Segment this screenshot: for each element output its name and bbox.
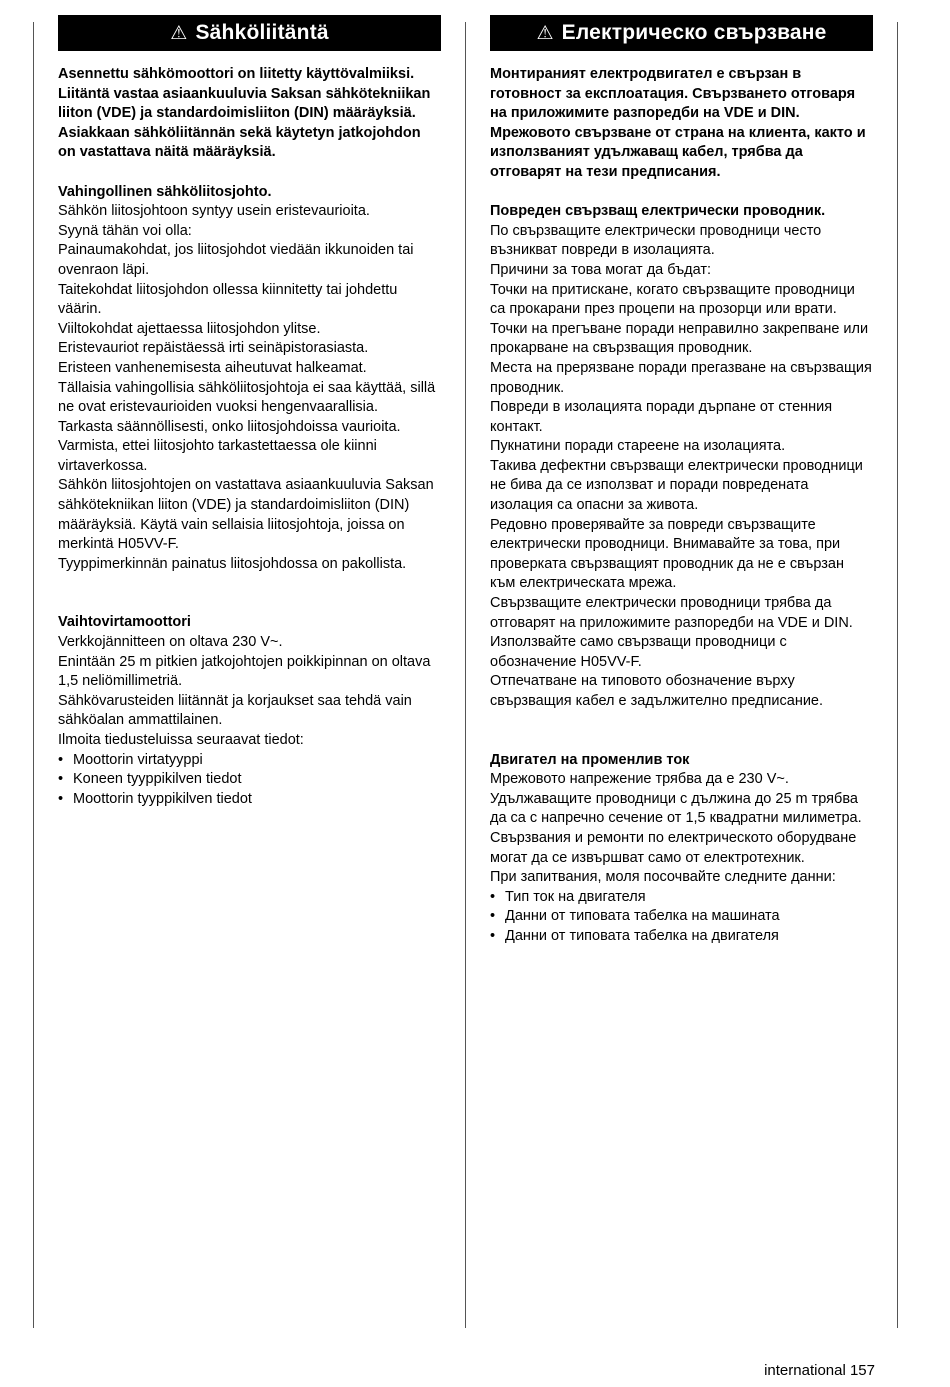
paragraph-line: Viiltokohdat ajettaessa liitosjohdon ylitse.	[58, 320, 321, 337]
list-item: • Koneen tyyppikilven tiedot	[58, 770, 441, 790]
paragraph-line: Свързвания и ремонти по електрическото оборудване могат да се извършват само от електротехник.	[490, 829, 857, 866]
list-item: • Moottorin virtatyyppi	[58, 751, 441, 771]
finnish-body	[58, 65, 441, 809]
paragraph-line: При запитвания, моля посочвайте следните данни:	[490, 869, 836, 886]
paragraph-line: Sähkön liitosjohtoon syntyy usein eristevaurioita.	[58, 203, 370, 220]
right-margin-rule	[897, 22, 898, 1328]
paragraph-line: Точки на притискане, когато свързващите проводници са прокарани през процепи на прозорци или врати.	[490, 281, 855, 318]
paragraph-line: Причини за това могат да бъдат:	[490, 261, 712, 278]
bulgarian-heading-damaged-cable: Повреден свързващ електрически проводник.	[490, 203, 826, 220]
paragraph-line: Sähkön liitosjohtojen on vastattava asiaankuuluvia Saksan sähkötekniikan liiton (VDE) ja standardoimisliiton (DIN) määräyksiä. Käytä vain sellaisia liitosjohtoja, joissa on merkintä H05VV-F.	[58, 477, 434, 553]
paragraph-line: Отпечатване на типовото обозначение върху свързващия кабел е задължително предписание.	[490, 673, 824, 709]
list-item: • Moottorin tyyppikilven tiedot	[58, 790, 441, 810]
paragraph-line: Такива дефектни свързващи електрически проводници не бива да се използват и поради повредената изолация са опасни за живота.	[490, 457, 863, 514]
finnish-section-header	[58, 15, 441, 51]
bulgarian-intro: Монтираният електродвигател е свързан в готовност за експлоатация. Свързването отговаря на приложимите разпоредби на VDE и DIN. Мрежовото свързване от страна на клиента, както и използваният удължаващ кабел, трябва да отговарят на тези предписания.	[490, 66, 866, 180]
paragraph-line: Tarkasta säännöllisesti, onko liitosjohdoissa vaurioita. Varmista, ettei liitosjohto tarkastettaessa ole kiinni virtaverkossa.	[58, 418, 401, 474]
finnish-section-ac-motor	[58, 613, 441, 809]
warning-triangle-icon: ⚠	[536, 22, 554, 44]
paragraph-line: Точки на прегъване поради неправилно закрепване или прокарване на свързващия проводник.	[490, 320, 869, 357]
paragraph-line: Eristevauriot repäistäessä irti seinäpistorasiasta.	[58, 340, 369, 357]
paragraph-line: Мрежовото напрежение трябва да е 230 V~.	[490, 771, 789, 788]
paragraph-line: Eristeen vanhenemisesta aiheutuvat halkeamat.	[58, 359, 367, 376]
finnish-heading-ac-motor: Vaihtovirtamoottori	[58, 614, 191, 631]
paragraph-line: Свързващите електрически проводници трябва да отговарят на приложимите разпоредби на VDE и DIN. Използвайте само свързващи проводници с обозначение H05VV-F.	[490, 595, 853, 670]
paragraph-line: Пукнатини поради стареене на изолацията.	[490, 438, 786, 455]
bulgarian-section-header	[490, 15, 873, 51]
paragraph-line: По свързващите електрически проводници често възникват повреди в изолацията.	[490, 222, 822, 259]
paragraph-line: Enintään 25 m pitkien jatkojohtojen poikkipinnan on oltava 1,5 neliömillimetriä.	[58, 653, 431, 690]
list-item: • Тип ток на двигателя	[490, 888, 873, 908]
left-margin-rule	[33, 22, 34, 1328]
paragraph-line: Taitekohdat liitosjohdon ollessa kiinnitetty tai johdettu väärin.	[58, 281, 398, 318]
bulgarian-bullet-list	[490, 888, 873, 947]
bulgarian-section-ac-motor	[490, 751, 873, 947]
finnish-column	[58, 15, 441, 848]
finnish-section-damaged-cable	[58, 183, 441, 575]
paragraph-line: Ilmoita tiedusteluissa seuraavat tiedot:	[58, 732, 304, 748]
paragraph-line: Места на прерязване поради прегазване на свързващия проводник.	[490, 359, 872, 396]
bulgarian-title: Електрическо свързване	[561, 21, 827, 44]
paragraph-line: Syynä tähän voi olla:	[58, 222, 192, 239]
paragraph-line: Удължаващите проводници с дължина до 25 m трябва да са с напречно сечение от 1,5 квадратни милиметра.	[490, 790, 862, 827]
finnish-heading-damaged-cable: Vahingollinen sähköliitosjohto.	[58, 183, 272, 200]
paragraph-line: Tyyppimerkinnän painatus liitosjohdossa on pakollista.	[58, 555, 407, 572]
paragraph-line: Painaumakohdat, jos liitosjohdot viedään ikkunoiden tai ovenraon läpi.	[58, 242, 414, 278]
paragraph-line: Повреди в изолацията поради дърпане от стенния контакт.	[490, 399, 833, 435]
paragraph-line: Редовно проверявайте за повреди свързващите електрически проводници. Внимавайте за това, при проверката свързващият проводник да не е свързан към електрическата мрежа.	[490, 516, 844, 592]
finnish-bullet-list	[58, 751, 441, 810]
list-item: • Данни от типовата табелка на машината	[490, 907, 873, 927]
bulgarian-heading-ac-motor: Двигател на променлив ток	[490, 751, 690, 768]
paragraph-line: Tällaisia vahingollisia sähköliitosjohtoja ei saa käyttää, sillä ne ovat eristevaurioiden vuoksi hengenvaarallisia.	[58, 379, 436, 416]
paragraph-line: Verkkojännitteen on oltava 230 V~.	[58, 634, 283, 651]
page-footer: international 157	[764, 1362, 875, 1379]
column-divider-rule	[465, 22, 466, 1328]
finnish-title: Sähköliitäntä	[195, 21, 329, 44]
bulgarian-column	[490, 15, 873, 986]
finnish-intro: Asennettu sähkömoottori on liitetty käyttövalmiiksi. Liitäntä vastaa asiaankuuluvia Saksan sähkötekniikan liiton (VDE) ja standardoimisliiton (DIN) määräyksiä. Asiakkaan sähköliitännän sekä käytetyn jatkojohdon on vastattava näitä määräyksiä.	[58, 66, 431, 161]
paragraph-line: Sähkövarusteiden liitännät ja korjaukset saa tehdä vain sähköalan ammattilainen.	[58, 692, 412, 729]
bulgarian-body	[490, 65, 873, 947]
warning-triangle-icon: ⚠	[170, 22, 188, 44]
bulgarian-section-damaged-cable	[490, 202, 873, 711]
list-item: • Данни от типовата табелка на двигателя	[490, 927, 873, 947]
